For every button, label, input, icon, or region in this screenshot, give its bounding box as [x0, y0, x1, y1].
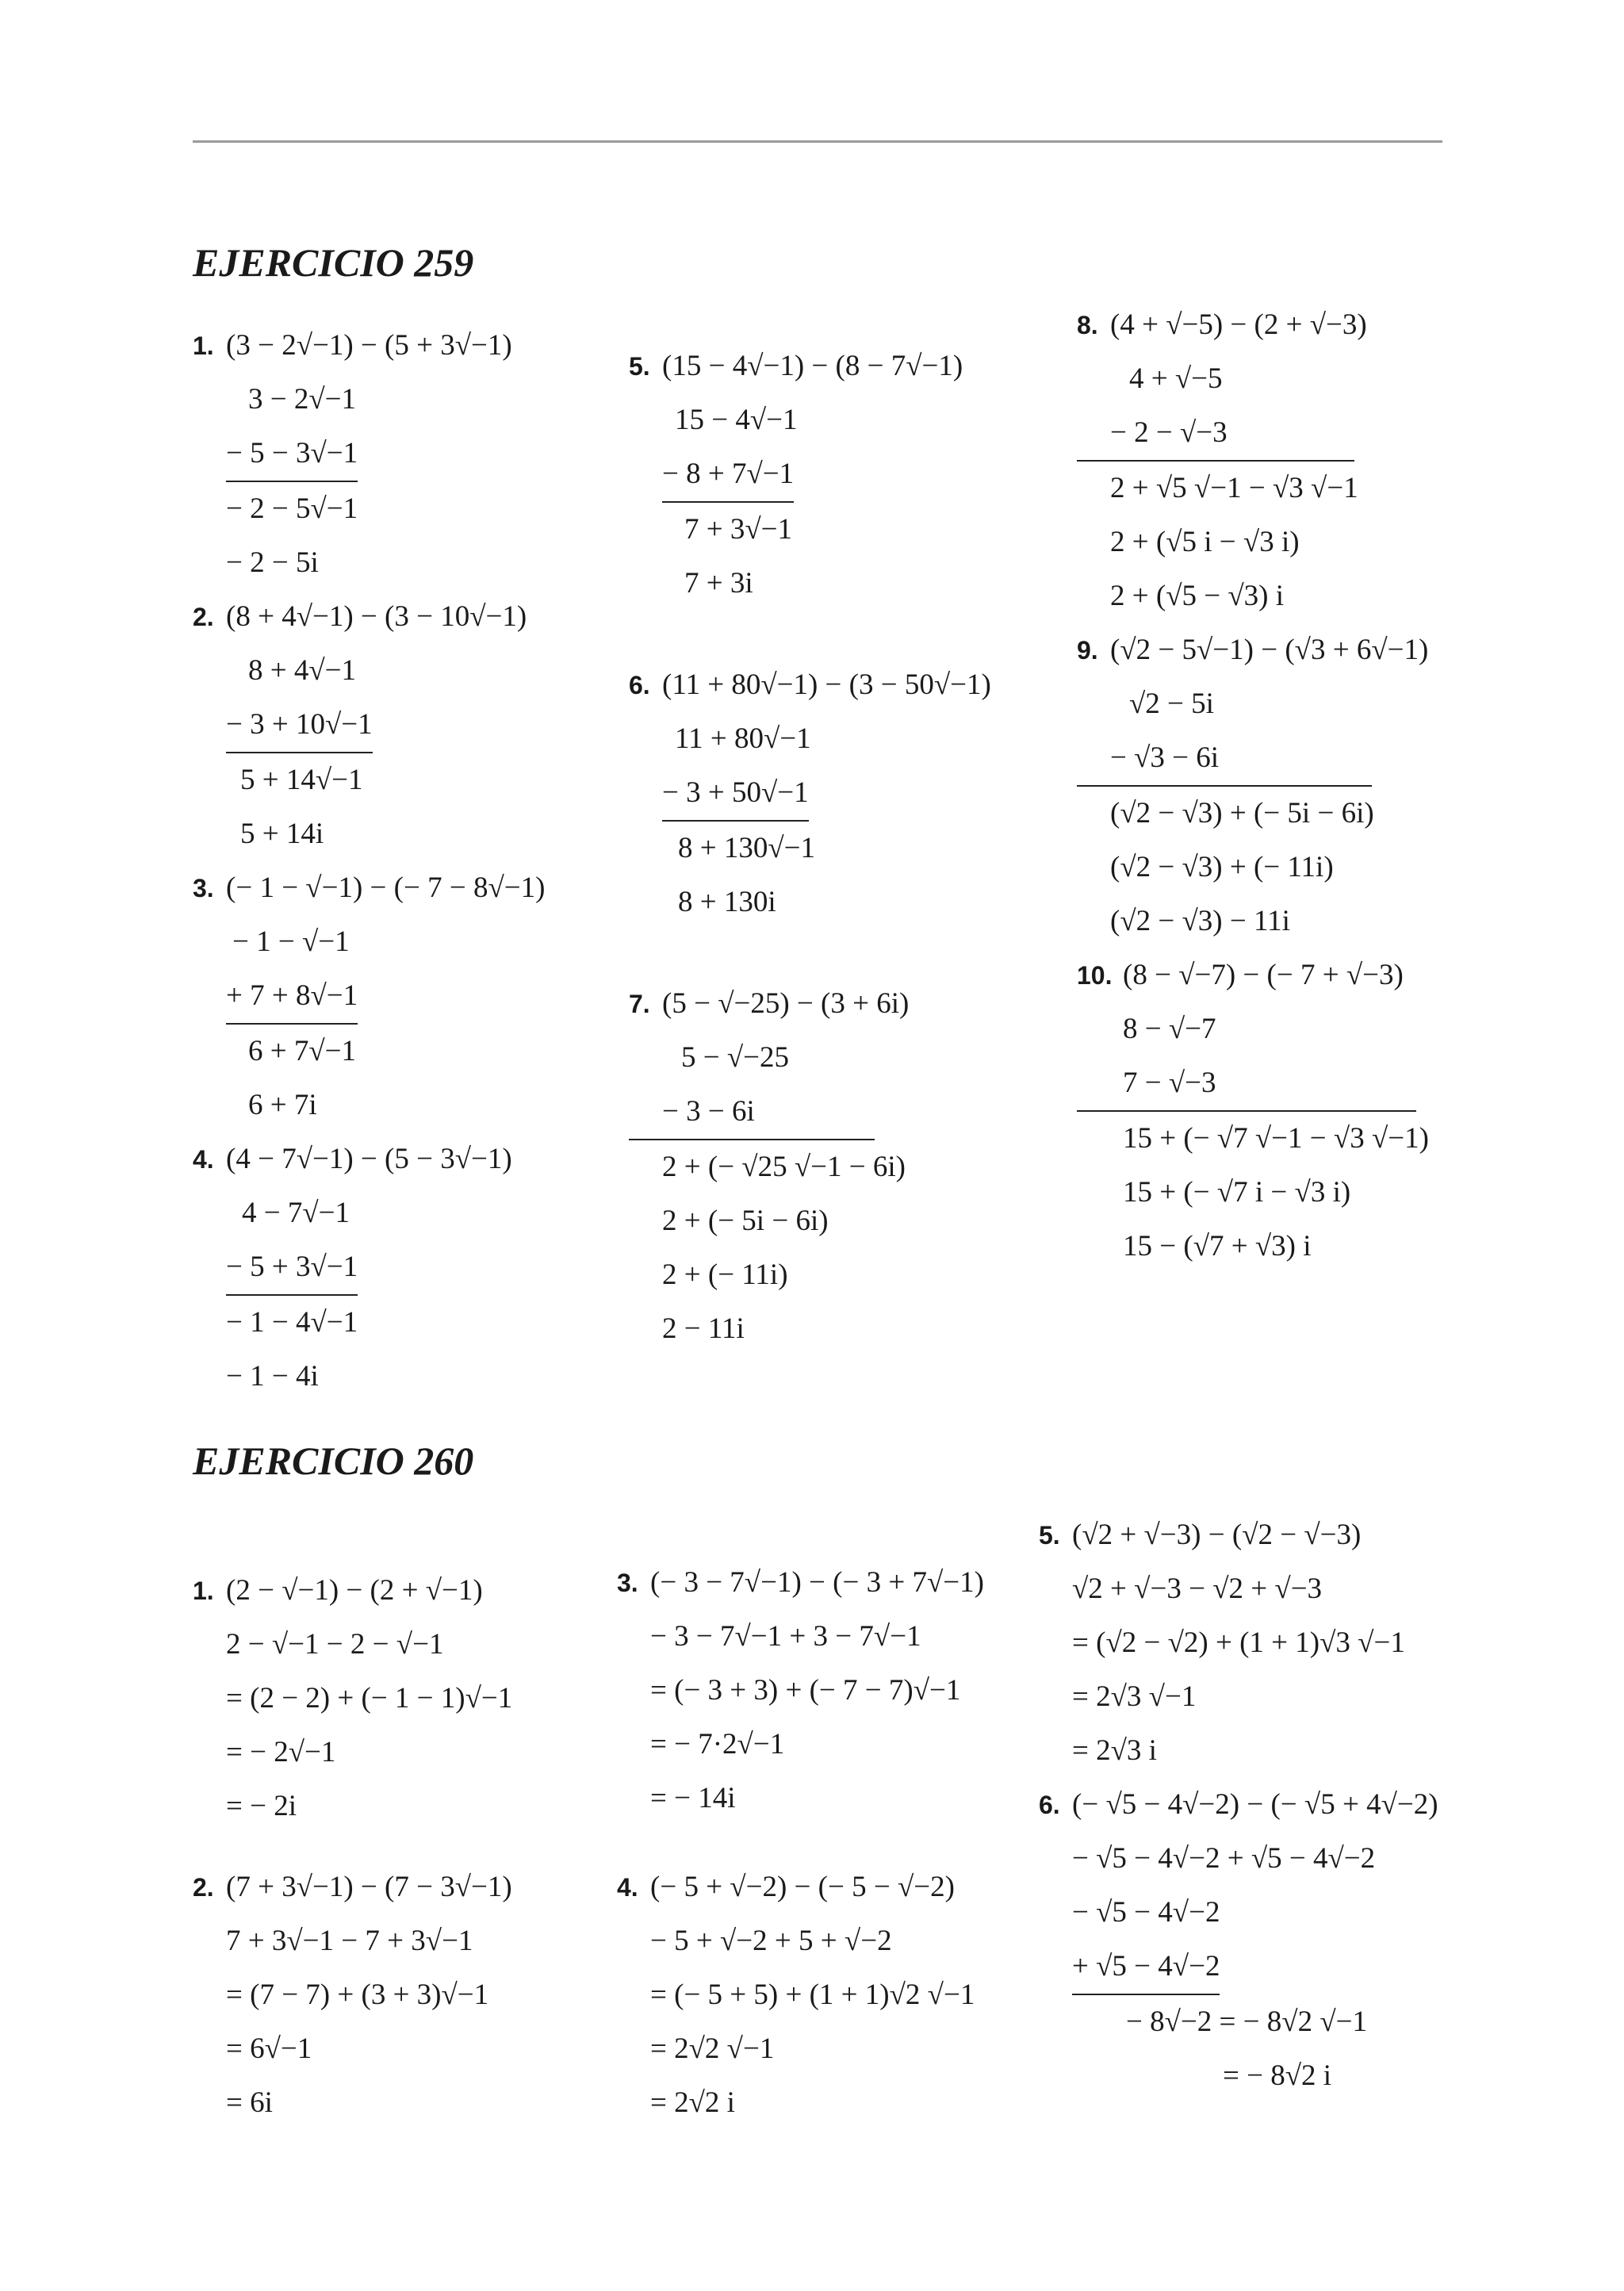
step-line: 8 + 4√−1 [248, 654, 357, 687]
result-line: = 6i [226, 2086, 273, 2119]
section-title: EJERCICIO 259 [193, 240, 474, 285]
step-line: − 5 + √−2 + 5 + √−2 [650, 1925, 892, 1957]
result-line: = 2√2 i [650, 2086, 735, 2119]
exercise [629, 658, 1041, 929]
step-line: 2 + (− √25 √−1 − 6i) [662, 1151, 906, 1183]
step-line: √2 − 5i [1129, 688, 1214, 720]
step-line: − √3 − 6i [1077, 731, 1372, 787]
exercise-statement: (− 5 + √−2) − (− 5 − √−2) [650, 1871, 955, 1903]
result-line: 2 − 11i [662, 1312, 745, 1345]
step-line: = (√2 − √2) + (1 + 1)√3 √−1 [1072, 1626, 1405, 1659]
exercise-number: 4. [193, 1145, 214, 1174]
exercise [193, 1860, 605, 2130]
exercise-column [1077, 298, 1553, 1274]
exercise [617, 1860, 1061, 2130]
step-line: 4 − 7√−1 [242, 1197, 350, 1229]
result-line: 8 + 130i [678, 886, 776, 918]
section-title: EJERCICIO 260 [193, 1439, 474, 1483]
step-line: = 6√−1 [226, 2032, 312, 2065]
step-line: 8 + 130√−1 [678, 832, 816, 864]
step-line: = (7 − 7) + (3 + 3)√−1 [226, 1979, 489, 2011]
step-line: 4 + √−5 [1129, 362, 1223, 395]
top-rule [193, 140, 1442, 143]
exercise [617, 1556, 1061, 1826]
step-line: − 1 − 4√−1 [226, 1306, 358, 1339]
step-line: − 3 + 10√−1 [226, 698, 373, 753]
exercise [193, 1132, 605, 1404]
exercise [629, 339, 1041, 611]
step-line: = (− 5 + 5) + (1 + 1)√2 √−1 [650, 1979, 975, 2011]
step-line: 15 + (− √7 i − √3 i) [1123, 1176, 1351, 1209]
step-line: + 7 + 8√−1 [226, 969, 358, 1025]
step-line: − 5 − 3√−1 [226, 427, 358, 482]
exercise-number: 3. [617, 1569, 638, 1597]
exercise-number: 2. [193, 603, 214, 631]
step-line: 7 + 3√−1 [684, 513, 793, 546]
exercise-statement: (√2 + √−3) − (√2 − √−3) [1072, 1519, 1362, 1551]
step-line: 15 − 4√−1 [675, 404, 798, 436]
exercise-number: 10. [1077, 961, 1113, 990]
step-line: 11 + 80√−1 [675, 722, 811, 755]
result-line: = − 2i [226, 1790, 297, 1822]
exercise-column [617, 1556, 1061, 2130]
step-line: 2 + (− 5i − 6i) [662, 1205, 829, 1237]
exercise-statement: (4 + √−5) − (2 + √−3) [1110, 308, 1367, 341]
exercise [1077, 948, 1553, 1274]
result-line: 15 − (√7 + √3) i [1123, 1230, 1312, 1262]
step-line: 2 + √5 √−1 − √3 √−1 [1110, 472, 1358, 504]
exercise [1039, 1778, 1594, 2103]
exercise-statement: (8 − √−7) − (− 7 + √−3) [1123, 959, 1404, 991]
step-line: − 1 − √−1 [232, 925, 350, 958]
step-line: − 2 − 5√−1 [226, 492, 358, 525]
step-line: − √5 − 4√−2 + √5 − 4√−2 [1072, 1842, 1376, 1875]
exercise [193, 1564, 605, 1833]
exercise [1077, 623, 1553, 948]
exercise-number: 6. [629, 671, 650, 699]
exercise-statement: (11 + 80√−1) − (3 − 50√−1) [662, 669, 991, 701]
result-line: = − 14i [650, 1782, 736, 1814]
step-line: 8 − √−7 [1123, 1013, 1216, 1045]
step-line: = − 7·2√−1 [650, 1728, 785, 1760]
step-line: 2 + (√5 i − √3 i) [1110, 526, 1300, 558]
step-line: = (− 3 + 3) + (− 7 − 7)√−1 [650, 1674, 961, 1707]
step-line: = (2 − 2) + (− 1 − 1)√−1 [226, 1682, 513, 1714]
exercise-statement: (2 − √−1) − (2 + √−1) [226, 1574, 483, 1607]
result-line: = − 8√2 i [1223, 2059, 1332, 2092]
exercise-statement: (7 + 3√−1) − (7 − 3√−1) [226, 1871, 512, 1903]
exercise-statement: (− √5 − 4√−2) − (− √5 + 4√−2) [1072, 1788, 1438, 1821]
exercise [1039, 1508, 1594, 1778]
exercise-number: 4. [617, 1873, 638, 1902]
step-line: − √5 − 4√−2 [1072, 1896, 1220, 1929]
result-line: 5 + 14i [240, 818, 324, 850]
step-line: + √5 − 4√−2 [1072, 1940, 1220, 1995]
exercise [193, 319, 605, 590]
step-line: − 8√−2 = − 8√2 √−1 [1126, 2006, 1368, 2038]
exercise-number: 1. [193, 331, 214, 360]
step-line: 7 − √−3 [1077, 1056, 1416, 1112]
exercise-statement: (5 − √−25) − (3 + 6i) [662, 987, 910, 1020]
result-line: 2 + (√5 − √3) i [1110, 580, 1285, 612]
step-line: 6 + 7√−1 [248, 1035, 357, 1067]
step-line: 5 + 14√−1 [240, 764, 363, 796]
exercise [1077, 298, 1553, 623]
step-line: (√2 − √3) + (− 5i − 6i) [1110, 797, 1374, 829]
exercise-number: 5. [1039, 1521, 1060, 1550]
exercise [629, 977, 1041, 1356]
exercise-number: 7. [629, 990, 650, 1018]
step-line: 7 + 3√−1 − 7 + 3√−1 [226, 1925, 473, 1957]
exercise-number: 9. [1077, 636, 1098, 665]
exercise-statement: (15 − 4√−1) − (8 − 7√−1) [662, 350, 963, 382]
step-line: − 3 + 50√−1 [662, 766, 809, 822]
exercise-number: 6. [1039, 1791, 1060, 1819]
step-line: = − 2√−1 [226, 1736, 336, 1768]
result-line: − 2 − 5i [226, 546, 319, 579]
step-line: − 2 − √−3 [1077, 406, 1354, 462]
exercise-statement: (3 − 2√−1) − (5 + 3√−1) [226, 329, 512, 362]
exercise-statement: (− 3 − 7√−1) − (− 3 + 7√−1) [650, 1566, 984, 1599]
step-line: 2 − √−1 − 2 − √−1 [226, 1628, 444, 1661]
exercise-column [193, 319, 605, 1404]
exercise-number: 8. [1077, 311, 1098, 339]
result-line: = 2√3 i [1072, 1734, 1157, 1767]
exercise-statement: (4 − 7√−1) − (5 − 3√−1) [226, 1143, 512, 1175]
exercise [193, 590, 605, 861]
exercise-statement: (− 1 − √−1) − (− 7 − 8√−1) [226, 872, 546, 904]
step-line: = 2√2 √−1 [650, 2032, 775, 2065]
result-line: (√2 − √3) − 11i [1110, 905, 1290, 937]
result-line: 7 + 3i [684, 567, 753, 600]
step-line: 15 + (− √7 √−1 − √3 √−1) [1123, 1122, 1429, 1155]
step-line: − 5 + 3√−1 [226, 1240, 358, 1296]
result-line: − 1 − 4i [226, 1360, 319, 1393]
step-line: √2 + √−3 − √2 + √−3 [1072, 1573, 1323, 1605]
step-line: 3 − 2√−1 [248, 383, 357, 416]
exercise-column [1039, 1508, 1594, 2103]
step-line: (√2 − √3) + (− 11i) [1110, 851, 1334, 883]
step-line: 2 + (− 11i) [662, 1259, 788, 1291]
exercise-column [193, 1564, 605, 2130]
step-line: − 3 − 7√−1 + 3 − 7√−1 [650, 1620, 921, 1653]
step-line: 5 − √−25 [681, 1041, 790, 1074]
step-line: − 3 − 6i [629, 1085, 875, 1140]
exercise-statement: (√2 − 5√−1) − (√3 + 6√−1) [1110, 634, 1429, 666]
result-line: 6 + 7i [248, 1089, 317, 1121]
step-line: = 2√3 √−1 [1072, 1680, 1197, 1713]
exercise-number: 2. [193, 1873, 214, 1902]
exercise-number: 1. [193, 1576, 214, 1605]
step-line: − 8 + 7√−1 [662, 447, 794, 503]
exercise-column [629, 339, 1041, 1356]
exercise-number: 5. [629, 352, 650, 381]
exercise-statement: (8 + 4√−1) − (3 − 10√−1) [226, 600, 527, 633]
exercise-number: 3. [193, 874, 214, 902]
exercise [193, 861, 605, 1132]
